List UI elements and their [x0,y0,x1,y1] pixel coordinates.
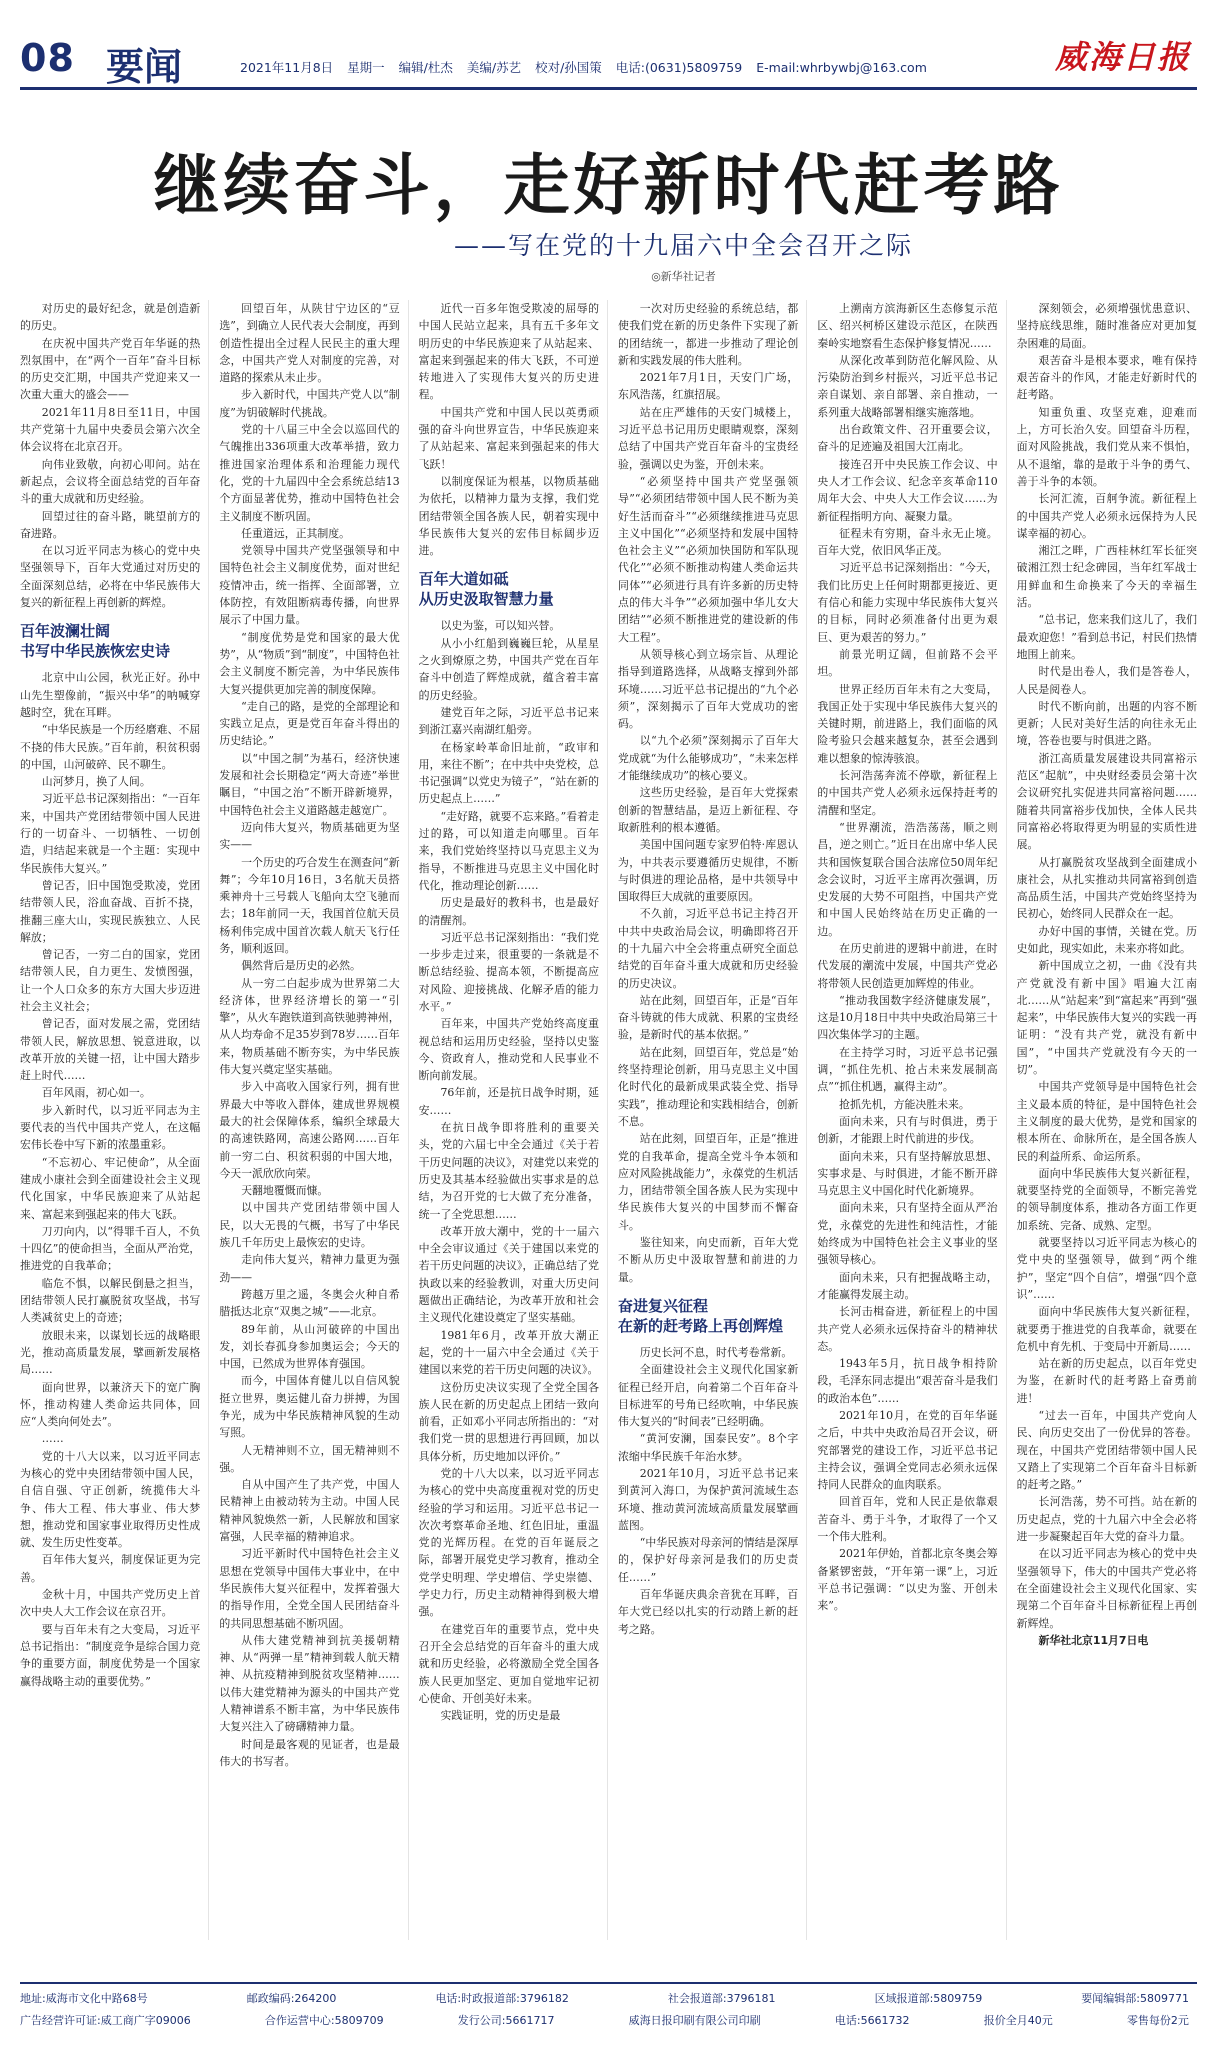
paragraph: 长河浩荡，势不可挡。站在新的历史起点，党的十九届六中全会必将进一步凝聚起百年大党的奋斗力量。 [1016,1495,1197,1544]
paragraph: 上溯南方滨海新区生态修复示范区、绍兴柯桥区建设示范区，在陕西秦岭实地察看生态保护修复情况…… [817,302,998,350]
paragraph: 2021年7月1日，天安门广场，东风浩荡，红旗招展。 [617,371,799,402]
paragraph: “世界潮流，浩浩荡荡，顺之则昌，逆之则亡。”近日在出席中华人民共和国恢复联合国合法席位50周年纪念会议时，习近平主席再次强调，历史发展的大势不可阻挡，中国共产党和中国人民始终站在历史正确的一边。 [817,820,998,938]
paragraph: 回望过往的奋斗路，眺望前方的奋进路。 [20,509,201,540]
issue-meta [240,58,937,76]
meta-email: E-mail:whrbywbj@163.com [756,60,927,75]
paragraph: 这份历史决议实现了全党全国各族人民在新的历史起点上团结一致向前看，正如邓小平同志所指出的：“对我们党一贯的思想进行再回顾，加以具体分析，历史地加以评价。” [418,1380,599,1463]
paragraph: 党的十八大以来，以习近平同志为核心的党中央团结带领中国人民，自信自强、守正创新，统揽伟大斗争、伟大工程、伟大事业、伟大梦想，推动党和国家事业取得历史性成就、发生历史性变革。 [20,1449,201,1550]
paragraph: 面向世界，以兼济天下的宽广胸怀，推动构建人类命运共同体，回应“人类向何处去”。 [20,1380,201,1429]
paragraph: “黄河安澜，国泰民安”。8个字浓缩中华民族千年治水梦。 [617,1432,799,1463]
article-body [20,300,1197,1940]
meta-designer: 美编/苏艺 [466,60,522,75]
paragraph: 就要坚持以习近平同志为核心的党中央的坚强领导，做到“两个维护”，坚定“四个自信”，增强“四个意识”…… [1016,1236,1197,1301]
paragraph: 这些历史经验，是百年大党探索创新的智慧结晶，是迈上新征程、夺取新胜利的根本遵循。 [617,786,799,834]
paragraph: 金秋十月，中国共产党历史上首次中央人大工作会议在京召开。 [20,1588,201,1619]
paragraph: …… [41,1432,64,1446]
paragraph: “走自己的路，是党的全部理论和实践立足点，更是党百年奋斗得出的历史结论。” [219,699,400,748]
paragraph: 走向伟大复兴，精神力量更为强劲—— [219,1253,400,1284]
paragraph: 习近平总书记深刻指出：“我们党一步步走过来，很重要的一条就是不断总结经验、提高本领，不断提高应对风险、迎接挑战、化解矛盾的能力水平。” [418,930,599,1013]
article-column-6 [1017,300,1197,1940]
article-column-5 [817,300,1006,1940]
paragraph: 不久前，习近平总书记主持召开中共中央政治局会议，明确即将召开的十九届六中全会将重点研究全面总结党的百年奋斗重大成就和历史经验的历史决议。 [617,907,799,990]
page-footer [20,1982,1197,2034]
paragraph: 2021年11月8日至11日，中国共产党第十九届中央委员会第六次全体会议将在北京召开。 [20,405,201,454]
paragraph: 时代是出卷人，我们是答卷人，人民是阅卷人。 [1016,665,1197,696]
paragraph: 步入中高收入国家行列，拥有世界最大中等收入群体，建成世界规模最大的社会保障体系，编织全球最大的高速铁路网，高速公路网……百年前一穷二白、积贫积弱的中国大地，今天一派欣欣向荣。 [219,1080,400,1180]
paragraph: 在建党百年的重要节点，党中央召开全会总结党的百年奋斗的重大成就和历史经验，必将激励全党全国各族人民更加坚定、更加自觉地牢记初心使命、开创美好未来。 [418,1622,599,1705]
paragraph: 中国共产党领导是中国特色社会主义最本质的特征，是中国特色社会主义制度的最大优势，是党和国家的根本所在、命脉所在，是全国各族人民的利益所系、命运所系。 [1016,1080,1197,1163]
paragraph: 天翻地覆慨而慷。 [241,1184,329,1198]
paragraph: 习近平新时代中国特色社会主义思想在党领导中国伟大事业中，在中华民族伟大复兴征程中，发挥着强大的指导作用，全党全国人民团结奋斗的共同思想基础不断巩固。 [219,1547,400,1630]
page-number: 08 [20,36,75,80]
paragraph: 89年前，从山河破碎的中国出发，刘长春孤身参加奥运会；今天的中国，已然成为世界体育强国。 [219,1322,400,1371]
paragraph: “走好路，就要不忘来路。”看着走过的路，可以知道走向哪里。百年来，我们党始终坚持以马克思主义为指导，不断推进马克思主义中国化时代化，推动理论创新…… [418,809,599,892]
paragraph: 习近平总书记深刻指出：“今天，我们比历史上任何时期都更接近、更有信心和能力实现中华民族伟大复兴的目标，同时必须准备付出更为艰巨、更为艰苦的努力。” [817,561,998,644]
paragraph: 在以习近平同志为核心的党中央坚强领导下，伟大的中国共产党必将在全面建设社会主义现代化国家、实现第二个百年奋斗目标新征程上再创新辉煌。 [1016,1547,1197,1630]
paragraph: 对历史的最好纪念，就是创造新的历史。 [20,302,201,333]
paragraph: 深刻领会，必须增强忧患意识、坚持底线思维，随时准备应对更加复杂困难的局面。 [1016,302,1197,350]
paragraph: 2021年10月，在党的百年华诞之后，中共中央政治局召开会议，研究部署党的建设工作，习近平总书记主持会议，强调全党同志必须永远保持同人民群众的血肉联系。 [817,1409,998,1492]
footer-row-2 [20,2012,1197,2028]
footer-retail-price: 零售每份2元 [1126,2014,1189,2027]
paragraph: 1981年6月，改革开放大潮正起，党的十一届六中全会通过《关于建国以来党的若干历史问题的决议》。 [418,1328,599,1377]
paragraph: 在以习近平同志为核心的党中央坚强领导下，百年大党通过对历史的全面深刻总结，必将在中华民族伟大复兴的新征程上再创新的辉煌。 [20,544,201,610]
paragraph: 党的十八大以来，以习近平同志为核心的党中央高度重视对党的历史经验的学习和运用。习近平总书记一次次考察革命圣地、红色旧址，重温党的光辉历程。在党的百年诞辰之际，部署开展党史学习教育，推动全党学史明理、学史增信、学史崇德、学史力行，历史主动精神得到极大增强。 [418,1467,599,1619]
paragraph: 站在庄严雄伟的天安门城楼上，习近平总书记用历史眼睛观察，深刻总结了中国共产党百年奋斗的宝贵经验，强调以史为鉴，开创未来。 [617,405,799,471]
paragraph: 2021年10月，习近平总书记来到黄河入海口，为保护黄河流域生态环境、推动黄河流域高质量发展擘画蓝图。 [617,1467,799,1532]
paragraph: 浙江高质量发展建设共同富裕示范区“起航”，中央财经委员会第十次会议研究扎实促进共同富裕问题……随着共同富裕步伐加快，全体人民共同富裕必将取得更为明显的实质性进展。 [1016,751,1197,852]
paragraph: 艰苦奋斗是根本要求，唯有保持艰苦奋斗的作风，才能走好新时代的赶考路。 [1016,353,1197,402]
paragraph: 站在此刻，回望百年，正是“推进党的自我革命，提高全党斗争本领和应对风险挑战能力”，永葆党的生机活力，团结带领全国各族人民为实现中华民族伟大复兴的中国梦而不懈奋斗。 [617,1132,799,1232]
paragraph: 百年来，中国共产党始终高度重视总结和运用历史经验，坚持以史鉴今、资政育人，推动党和人民事业不断向前发展。 [418,1017,599,1083]
paragraph: 面向未来，只有坚持全面从严治党，永葆党的先进性和纯洁性，才能始终成为中国特色社会主义事业的坚强领导核心。 [817,1201,998,1267]
footer-phone-region: 区域报道部:5809759 [874,1992,983,2005]
paragraph: 鉴往知来，向史而新，百年大党不断从历史中汲取智慧和前进的力量。 [617,1236,799,1284]
paragraph: 近代一百多年饱受欺凌的屈辱的中国人民站立起来，具有五千多年文明历史的中华民族迎来了从站起来、富起来到强起来的伟大飞跃，不可逆转地进入了实现伟大复兴的历史进程。 [418,302,599,402]
footer-address: 地址:威海市文化中路68号 [20,1992,148,2005]
paragraph: 站在此刻，回望百年，正是“百年奋斗铸就的伟大成就、积累的宝贵经验，是新时代的基本依据。” [617,993,799,1042]
paragraph: “中华民族对母亲河的情结是深厚的，保护好母亲河是我们的历史责任……” [617,1536,799,1584]
paragraph: 百年华诞庆典余音犹在耳畔，百年大党已经以扎实的行动踏上新的赶考之路。 [617,1588,799,1636]
paragraph: 党领导中国共产党坚强领导和中国特色社会主义制度优势，面对世纪疫情冲击，统一指挥、全面部署，立体防控，有效阻断病毒传播，向世界展示了中国力量。 [219,544,400,627]
paragraph: “总书记，您来我们这儿了，我们最欢迎您！”看到总书记，村民们热情地围上前来。 [1016,613,1197,661]
paragraph: 刀刃向内，以“得罪千百人，不负十四亿”的使命担当，全面从严治党，推进党的自我革命； [20,1224,201,1273]
paragraph: 面向未来，只有与时俱进，勇于创新，才能跟上时代前进的步伐。 [817,1114,998,1146]
paragraph: 在主持学习时，习近平总书记强调，“抓住先机、抢占未来发展制高点”“抓住机遇，赢得主动”。 [817,1045,998,1094]
footer-operations: 合作运营中心:5809709 [264,2014,384,2027]
paragraph: 历史是最好的教科书，也是最好的清醒剂。 [418,896,599,927]
paragraph: 从领导核心到立场宗旨、从理论指导到道路选择，从战略支撑到外部环境……习近平总书记提出的“九个必须”，深刻揭示了百年大党成功的密码。 [617,647,799,731]
paragraph: 步入新时代，中国共产党人以“制度”为钥破解时代挑战。 [219,388,400,419]
meta-editor: 编辑/杜杰 [398,60,453,75]
paragraph: 从一穷二白起步成为世界第二大经济体，世界经济增长的第一“引擎”，从火车跑铁道到高铁驰骋神州，从人均寿命不足35岁到78岁……百年来，物质基础不断夯实，为中华民族伟大复兴奠定坚实基础。 [219,976,400,1077]
paragraph: 党的十八届三中全会以巡回代的气魄推出336项重大改革举措，致力推进国家治理体系和治理能力现代化，党的十九届四中全会系统总结13个方面显著优势，推动中国特色社会主义制度不断巩固。 [219,423,400,523]
paragraph: 在杨家岭革命旧址前，“政审和用，来往不断”；在中共中央党校，总书记强调“以党史为镜子”，“站在新的历史起点上……” [418,740,599,806]
paragraph: 任重道远，正其制度。 [241,526,351,540]
article-byline: ◎新华社记者 [651,270,716,283]
paragraph: 习近平总书记深刻指出：“一百年来，中国共产党团结带领中国人民进行的一切奋斗、一切牺牲、一切创造，归结起来就是一个主题：实现中华民族伟大复兴。” [20,792,201,875]
article-column-1 [20,300,209,1940]
paragraph: 从小小红船到巍巍巨轮，从星星之火到燎原之势，中国共产党在百年奋斗中创造了辉煌成就，蕴含着丰富的历史经验。 [418,636,599,702]
paragraph: 新中国成立之初，一曲《没有共产党就没有新中国》唱遍大江南北……从“站起来”到“富起来”再到“强起来”，中华民族伟大复兴的实践一再证明：“没有共产党，就没有新中国”，“中国共产党就没有今天的一切”。 [1016,959,1197,1077]
paragraph: 以制度保证为根基，以物质基础为依托，以精神力量为支撑，我们党团结带领全国各族人民，朝着实现中华民族伟大复兴的宏伟目标阔步迈进。 [418,474,599,558]
paragraph: 从伟大建党精神到抗美援朝精神、从“两弹一星”精神到载人航天精神、从抗疫精神到脱贫攻坚精神……以伟大建党精神为源头的中国共产党人精神谱系不断丰富，为中华民族伟大复兴注入了磅礴精神力量。 [219,1633,400,1734]
paragraph: 中国共产党和中国人民以英勇顽强的奋斗向世界宣告，中华民族迎来了从站起来、富起来到强起来的伟大飞跃！ [418,405,599,471]
article-column-4 [618,300,807,1940]
paragraph: 实践证明，党的历史是最 [440,1709,561,1723]
paragraph: 临危不惧，以解民倒悬之担当，团结带领人民打赢脱贫攻坚战，书写人类减贫史上的奇迹； [20,1276,201,1325]
meta-phone: 电话:(0631)5809759 [615,60,743,75]
paragraph: 76年前，还是抗日战争时期，延安…… [418,1086,599,1117]
article-column-2 [219,300,408,1940]
paragraph: 放眼未来，以谋划长远的战略眼光，推动高质量发展，擘画新发展格局…… [20,1328,201,1377]
paragraph: 曾记否，旧中国饱受欺凌，党团结带领人民，浴血奋战、百折不挠，推翻三座大山，实现民族独立、人民解放； [20,878,201,944]
paragraph: 时代不断向前，出题的内容不断更新；人民对美好生活的向往永无止境，答卷也要与时俱进之路。 [1016,699,1197,748]
paragraph: 偶然背后是历史的必然。 [241,959,361,973]
paragraph: 以“九个必须”深刻揭示了百年大党成就“为什么能够成功”，“未来怎样才能继续成功”的核心要义。 [617,734,799,783]
paragraph: 一个历史的巧合发生在测查问“新舞”；今年10月16日，3名航天员搭乘神舟十三号载人飞船向太空飞驰而去；18年前同一天，我国首位航天员杨利伟完成中国首次载人航天飞行任务，顺利返回。 [219,855,400,955]
paragraph: “不忘初心、牢记使命”，从全面建成小康社会到全面建设社会主义现代化国家，中华民族迎来了从站起来、富起来到强起来的伟大飞跃。 [20,1155,201,1221]
paragraph: 在历史前进的逻辑中前进，在时代发展的潮流中发展，中国共产党必将带领人民创造更加辉煌的伟业。 [817,941,998,990]
footer-printer: 威海日报印刷有限公司印刷 [628,2014,761,2027]
paragraph: 长河击楫奋进，新征程上的中国共产党人必须永远保持奋斗的精神状态。 [817,1305,998,1353]
paragraph: 以“中国之制”为基石，经济快速发展和社会长期稳定“两大奇迹”举世瞩目，“中国之治”不断开辟新境界，中国特色社会主义道路越走越宽广。 [219,751,400,817]
paragraph: 全面建设社会主义现代化国家新征程已经开启，向着第二个百年奋斗目标进军的号角已经吹响，中华民族伟大复兴的“时间表”已经明确。 [617,1363,799,1429]
paragraph: 长河汇流，百舸争流。新征程上的中国共产党人必须永远保持为人民谋幸福的初心。 [1016,492,1197,540]
paragraph: 在庆祝中国共产党百年华诞的热烈氛围中，在“两个一百年”奋斗目标的历史交汇期，中国共产党迎来又一次重大重大的盛会—— [20,336,201,402]
paragraph: 从打赢脱贫攻坚战到全面建成小康社会，从扎实推动共同富裕到创造高品质生活，中国共产党始终坚持为民初心，始终同人民群众在一起。 [1016,855,1197,921]
paragraph: 站在此刻，回望百年，党总是“始终坚持理论创新，用马克思主义中国化时代化的最新成果武装全党、指导实践”，推动理论和实践相结合，创新不息。 [617,1045,799,1128]
paragraph: 湘江之畔，广西桂林红军长征突破湘江烈士纪念碑园，当年红军战士用鲜血和生命换来了今天的幸福生活。 [1016,544,1197,610]
paragraph: “过去一百年，中国共产党向人民、向历史交出了一份优异的答卷。现在，中国共产党团结带领中国人民又踏上了实现第二个百年奋斗目标新的赶考之路。” [1016,1409,1197,1492]
footer-postcode: 邮政编码:264200 [246,1992,337,2005]
paragraph: 向伟业致敬，向初心叩问。站在新起点，会议将全面总结党的百年奋斗的重大成就和历史经验。 [20,457,201,506]
paragraph: 在抗日战争即将胜利的重要关头，党的六届七中全会通过《关于若干历史问题的决议》，对建党以来党的历史及其基本经验做出实事求是的总结，为召开党的七大做了充分准备，统一了全党思想…… [418,1121,599,1221]
paragraph: 时间是最客观的见证者，也是最伟大的书写者。 [219,1737,400,1768]
paragraph: 曾记否，一穷二白的国家，党团结带领人民，自力更生、发愤图强，让一个人口众多的东方大国大步迈进社会主义社会； [20,948,201,1013]
paragraph: 面向未来，只有把握战略主动，才能赢得发展主动。 [817,1270,998,1301]
paragraph: 自从中国产生了共产党，中国人民精神上由被动转为主动。中国人民精神风貌焕然一新，人民解放和国家富强，人民幸福的精神追求。 [219,1478,400,1544]
article-subtitle: ——写在党的十九届六中全会召开之际 [453,231,913,260]
paragraph: 步入新时代，以习近平同志为主要代表的当代中国共产党人，在这幅宏伟长卷中写下新的浓墨重彩。 [20,1103,201,1152]
paragraph: 要与百年未有之大变局，习近平总书记指出：“制度竞争是综合国力竞争的重要方面，制度优势是一个国家赢得战略主动的重要优势。” [20,1622,201,1688]
article-headline: 继续奋斗，走好新时代赶考路 [153,147,1064,224]
footer-phone-politics: 电话:时政报道部:3796182 [435,1992,569,2005]
paragraph: 知重负重、攻坚克难，迎难而上，方可长治久安。回望奋斗历程，面对风险挑战，我们党从来不惧怕，从不退缩，靠的是敢于斗争的勇气、善于斗争的本领。 [1016,405,1197,488]
paragraph: 北京中山公园，秋光正好。孙中山先生塑像前，“振兴中华”的呐喊穿越时空，犹在耳畔。 [20,671,201,719]
paragraph: 前景光明辽阔，但前路不会平坦。 [817,647,998,679]
section-subheading: 百年波澜壮阔 书写中华民族恢宏史诗 [20,622,171,661]
meta-proofreader: 校对/孙国策 [535,60,602,75]
article-column-3 [419,300,608,1940]
paragraph: 征程未有穷期，奋斗永无止境。百年大党，依旧风华正茂。 [817,526,998,558]
section-subheading: 百年大道如砥 从历史汲取智慧力量 [418,570,554,609]
paragraph: 美国中国问题专家罗伯特·库恩认为，中共表示要遵循历史规律，不断与时俱进的理论品格，是中共领导中国取得巨大成就的重要原因。 [617,838,799,904]
paragraph: “中华民族是一个历经磨难、不屈不挠的伟大民族。”百年前，积贫积弱的中国，山河破碎、民不聊生。 [20,723,201,771]
paragraph: 出台政策文件、召开重要会议，奋斗的足迹遍及祖国大江南北。 [817,423,998,454]
paragraph: 迈向伟大复兴，物质基础更为坚实—— [219,820,400,852]
footer-row-1 [20,1990,1197,2006]
section-title: 要闻 [106,45,183,89]
paragraph: 山河梦月，换了人间。 [41,775,151,789]
footer-printer-phone: 电话:5661732 [834,2014,910,2027]
footer-distribution: 发行公司:5661717 [457,2014,555,2027]
paragraph: 1943年5月，抗日战争相持阶段，毛泽东同志提出“艰苦奋斗是我们的政治本色”…… [817,1357,998,1405]
newspaper-logo: 威海日报 [1054,38,1191,76]
paragraph: “制度优势是党和国家的最大优势”，从“物质”到“制度”，中国特色社会主义制度不断完善，为中华民族伟大复兴提供更加完善的制度保障。 [219,630,400,696]
paragraph: 面向中华民族伟大复兴新征程，就要勇于推进党的自我革命，就要在危机中育先机、于变局中开新局…… [1016,1305,1197,1353]
paragraph: 接连召开中央民族工作会议、中央人才工作会议、纪念辛亥革命110周年大会、中央人大工作会议……为新征程指明方向、凝聚力量。 [817,457,998,523]
paragraph: 而今，中国体育健儿以自信风貌挺立世界，奥运健儿奋力拼搏，为国争光，成为中华民族精神风貌的生动写照。 [219,1374,400,1440]
paragraph: 世界正经历百年未有之大变局，我国正处于实现中华民族伟大复兴的关键时期，前进路上，我们面临的风险考验只会越来越复杂，甚至会遇到难以想象的惊涛骇浪。 [817,682,998,765]
footer-license: 广告经营许可证:威工商广字09006 [20,2014,191,2027]
footer-monthly-price: 报价全月40元 [983,2014,1053,2027]
paragraph: 办好中国的事情，关键在党。历史如此，现实如此，未来亦将如此。 [1016,924,1197,955]
paragraph: 曾记否，面对发展之需，党团结带领人民，解放思想、锐意进取，以改革开放的关键一招，让中国大踏步赶上时代…… [20,1017,201,1083]
paragraph: 以史为鉴，可以知兴替。 [440,619,561,633]
paragraph: 从深化改革到防范化解风险、从污染防治到乡村振兴，习近平总书记亲自谋划、亲自部署、亲自推动，一系列重大战略部署相继实施落地。 [817,353,998,419]
paragraph: 回首百年，党和人民正是依靠艰苦奋斗、勇于斗争，才取得了一个又一个伟大胜利。 [817,1495,998,1544]
paragraph: 面向未来，只有坚持解放思想、实事求是、与时俱进，才能不断开辟马克思主义中国化时代化新境界。 [817,1149,998,1198]
paragraph: 跨越万里之遥，冬奥会火种自希腊抵达北京“双奥之城”——北京。 [219,1287,400,1319]
paragraph: 面向中华民族伟大复兴新征程，就要坚持党的全面领导，不断完善党的领导制度体系，推动各方面工作更加系统、完备、成熟、定型。 [1016,1166,1197,1232]
article-dateline: 新华社北京11月7日电 [1038,1633,1149,1647]
paragraph: “推动我国数字经济健康发展”，这是10月18日中共中央政治局第三十四次集体学习的主题。 [817,993,998,1042]
meta-weekday: 星期一 [347,60,385,75]
paragraph: 回望百年，从陕甘宁边区的“豆选”，到确立人民代表大会制度，再到创造性提出全过程人民民主的重大理念，中国共产党人对制度的完善，对道路的探索从未止步。 [219,302,400,385]
paragraph: 站在新的历史起点，以百年党史为鉴，在新时代的赶考路上奋勇前进！ [1016,1357,1197,1405]
masthead [20,28,1197,90]
paragraph: 百年风雨，初心如一。 [41,1086,151,1100]
footer-phone-news: 要闻编辑部:5809771 [1081,1992,1189,2005]
paragraph: 以中国共产党团结带领中国人民，以大无畏的气概，书写了中华民族几千年历史上最恢宏的史诗。 [219,1201,400,1250]
paragraph: “必须坚持中国共产党坚强领导”“必须团结带领中国人民不断为美好生活而奋斗”“必须继续推进马克思主义中国化”“必须坚持和发展中国特色社会主义”“必须加快国防和军队现代化”“必须不断推动构建人类命运共同体”“必须进行具有许多新的历史特点的伟大斗争”“必须加强中华儿女大团结”“必须不断推进党的建设新的伟大工程”。 [617,474,799,644]
paragraph: 百年伟大复兴，制度保证更为完善。 [20,1553,201,1584]
paragraph: 2021年伊始，首都北京冬奥会筹备紧锣密鼓，“开年第一课”上，习近平总书记强调：“以史为鉴、开创未来”。 [817,1547,998,1613]
section-subheading: 奋进复兴征程 在新的赶考路上再创辉煌 [617,1296,783,1335]
paragraph: 建党百年之际，习近平总书记来到浙江嘉兴南湖红船旁。 [418,705,599,737]
footer-phone-society: 社会报道部:3796181 [667,1992,776,2005]
paragraph: 长河浩荡奔流不停歇，新征程上的中国共产党人必须永远保持赶考的清醒和坚定。 [817,769,998,817]
paragraph: 人无精神则不立，国无精神则不强。 [219,1443,400,1474]
paragraph: 抢抓先机，方能决胜未来。 [839,1097,970,1111]
paragraph: 一次对历史经验的系统总结，都使我们党在新的历史条件下实现了新的团结统一，都进一步推动了理论创新和实践发展的伟大胜利。 [617,302,799,367]
meta-date: 2021年11月8日 [240,60,334,75]
paragraph: 历史长河不息，时代考卷常新。 [639,1345,793,1359]
paragraph: 改革开放大潮中，党的十一届六中全会审议通过《关于建国以来党的若干历史问题的决议》，正确总结了党执政以来的经验教训，对重大历史问题做出正确结论，为改革开放和社会主义现代化建设奠定了坚实基础。 [418,1224,599,1325]
